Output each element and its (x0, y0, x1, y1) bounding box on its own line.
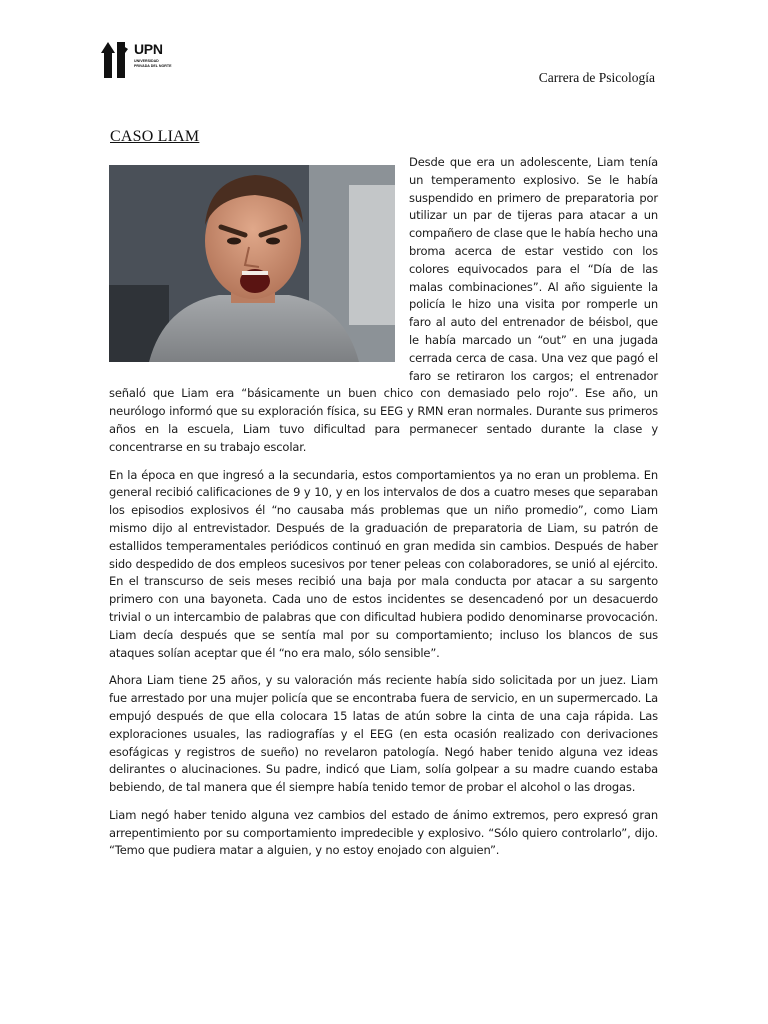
logo-subtext: UNIVERSIDAD PRIVADA DEL NORTE (134, 59, 172, 68)
upn-logo (101, 41, 171, 81)
paragraph-2: En la época en que ingresó a la secundaria, estos comportamientos ya no eran un problema. En general recibió calificaciones de 9 y 10, y en los intervalos de dos a cuatro meses que separaban los episodios explosivos él “no causaba más problemas que un niño promedio”, como Liam mismo dijo al entrevistador. Después de la graduación de preparatoria de Liam, su patrón de estallidos temperamentales periódicos continuó en gran medida sin cambios. Después de haber sido despedido de dos empleos sucesivos por tener peleas con colaboradores, se unió al ejército. En el transcurso de seis meses recibió una baja por mala conducta por atacar a su sargento primero con una bayoneta. Cada uno de estos incidentes se desencadenó por un desacuerdo trivial o un intercambio de palabras que con dificultad hubiera podido denominarse provocación. Liam decía después que se sentía mal por su comportamiento; incluso los blancos de sus ataques solían aceptar que él “no era malo, sólo sensible”. (109, 467, 658, 660)
angry-man-photo (109, 165, 395, 362)
upn-arrow-icon (101, 41, 131, 79)
case-title: CASO LIAM (110, 128, 200, 145)
case-body (109, 154, 658, 870)
paragraph-1: Desde que era un adolescente, Liam tenía un temperamento explosivo. Se le había suspendido en primero de preparatoria por utilizar un par de tijeras para atacar a un compañero de clase que le había hecho una broma acerca de estar vestido con los colores equivocados para el “Día de las malas combinaciones”. Al año siguiente la policía le hizo una visita por romperle un faro al auto del entrenador de béisbol, que le había marcado un “out” en una jugada cerrada cerca de casa. Una vez que pagó el faro se retiraron los cargos; el entrenador señaló que Liam era “básicamente un buen chico con demasiado pelo rojo”. Ese año, un neurólogo informó que su exploración física, su EEG y RMN eran normales. Durante sus primeros años en la escuela, Liam tuvo dificultad para permanecer sentado durante la clase y concentrarse en su trabajo escolar. (109, 155, 658, 454)
angry-man-shouting-icon (109, 165, 395, 362)
career-header: Carrera de Psicología (538, 70, 655, 85)
paragraph-4: Liam negó haber tenido alguna vez cambios del estado de ánimo extremos, pero expresó gran arrepentimiento por su comportamiento impredecible y explosivo. “Sólo quiero controlarlo”, dijo. “Temo que pudiera matar a alguien, y no estoy enojado con alguien”. (109, 807, 658, 858)
logo-wordmark: UPN (134, 41, 163, 57)
paragraph-3: Ahora Liam tiene 25 años, y su valoración más reciente había sido solicitada por un juez. Liam fue arrestado por una mujer policía que se encontraba fuera de servicio, en un supermercado. La empujó después de que ella colocara 15 latas de atún sobre la cinta de una caja rápida. Las exploraciones usuales, las radiografías y el EEG (en esta ocasión realizado con derivaciones esofágicas y registros de sueño) no revelaron patología. Negó haber tenido alguna vez ideas delirantes o alucinaciones. Su padre, indicó que Liam, solía golpear a su madre cuando estaba bebiendo, de tal manera que él siempre había tenido temor de probar el alcohol o las drogas. (109, 673, 658, 795)
